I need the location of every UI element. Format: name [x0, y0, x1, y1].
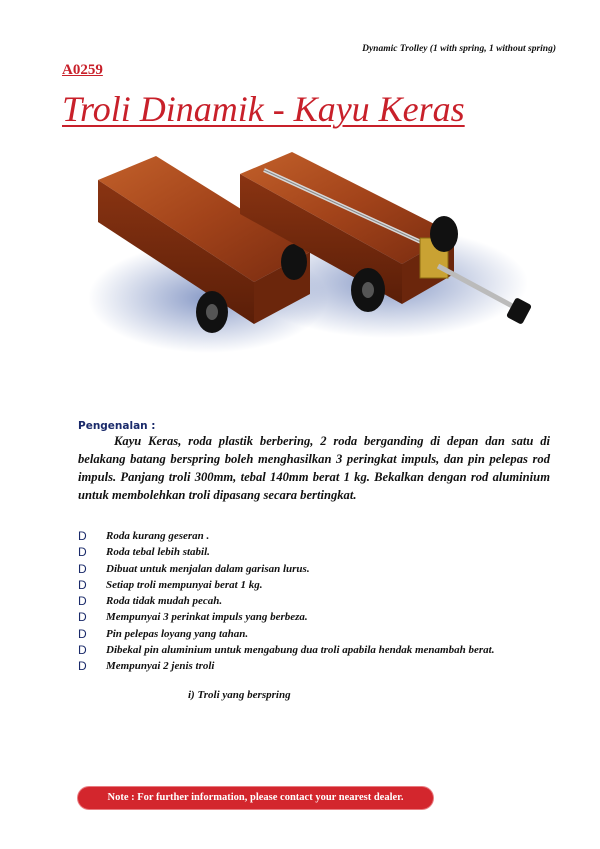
- bullet-marker: D: [78, 659, 87, 674]
- feature-text: Setiap troli mempunyai berat 1 kg.: [106, 578, 263, 591]
- feature-text: Dibekal pin aluminium untuk mengabung dua troli apabila hendak menambah berat.: [106, 644, 495, 657]
- feature-text: Mempunyai 3 perinkat impuls yang berbeza.: [106, 611, 308, 624]
- intro-paragraph: [78, 432, 550, 504]
- feature-list: [78, 530, 552, 677]
- page-title: Troli Dinamik - Kayu Keras: [62, 89, 465, 129]
- list-item: [78, 628, 552, 642]
- feature-text: Dibuat untuk menjalan dalam garisan lurus.: [106, 562, 310, 575]
- bullet-marker: D: [78, 610, 87, 625]
- feature-text: Roda tidak mudah pecah.: [106, 595, 223, 608]
- bullet-marker: D: [78, 594, 87, 609]
- list-item: [78, 595, 552, 609]
- sub-item: i) Troli yang berspring: [188, 689, 291, 701]
- bullet-marker: D: [78, 529, 87, 543]
- list-item: [78, 579, 552, 593]
- list-item: [78, 644, 552, 658]
- intro-text: Kayu Keras, roda plastik berbering, 2 roda berganding di depan dan satu di belakang batang berspring boleh menghasilkan 3 peringkat impuls, dan pin pelepas rod impuls. Panjang troli 300mm, tebal 140mm berat 1 kg. Bekalkan dengan rod aluminium untuk membolehkan troli dipasang secara bertingkat.: [78, 434, 550, 502]
- intro-heading: Pengenalan :: [78, 420, 156, 432]
- feature-text: Pin pelepas loyang yang tahan.: [106, 627, 249, 640]
- bullet-marker: D: [78, 643, 87, 658]
- feature-text: Mempunyai 2 jenis troli: [106, 660, 215, 673]
- list-item: [78, 611, 552, 625]
- bullet-marker: D: [78, 626, 87, 641]
- list-item: [78, 530, 552, 544]
- header-note: Dynamic Trolley (1 with spring, 1 without spring): [362, 44, 556, 54]
- trolley-photo: [88, 148, 548, 358]
- list-item: [78, 546, 552, 560]
- list-item: [78, 660, 552, 674]
- bullet-marker: D: [78, 561, 87, 576]
- bullet-marker: D: [78, 545, 87, 560]
- list-item: [78, 563, 552, 577]
- product-code: A0259: [62, 62, 103, 78]
- feature-text: Roda kurang geseran .: [106, 530, 210, 542]
- feature-text: Roda tebal lebih stabil.: [106, 546, 210, 559]
- bullet-marker: D: [78, 577, 87, 592]
- dealer-note: Note : For further information, please contact your nearest dealer.: [78, 787, 433, 809]
